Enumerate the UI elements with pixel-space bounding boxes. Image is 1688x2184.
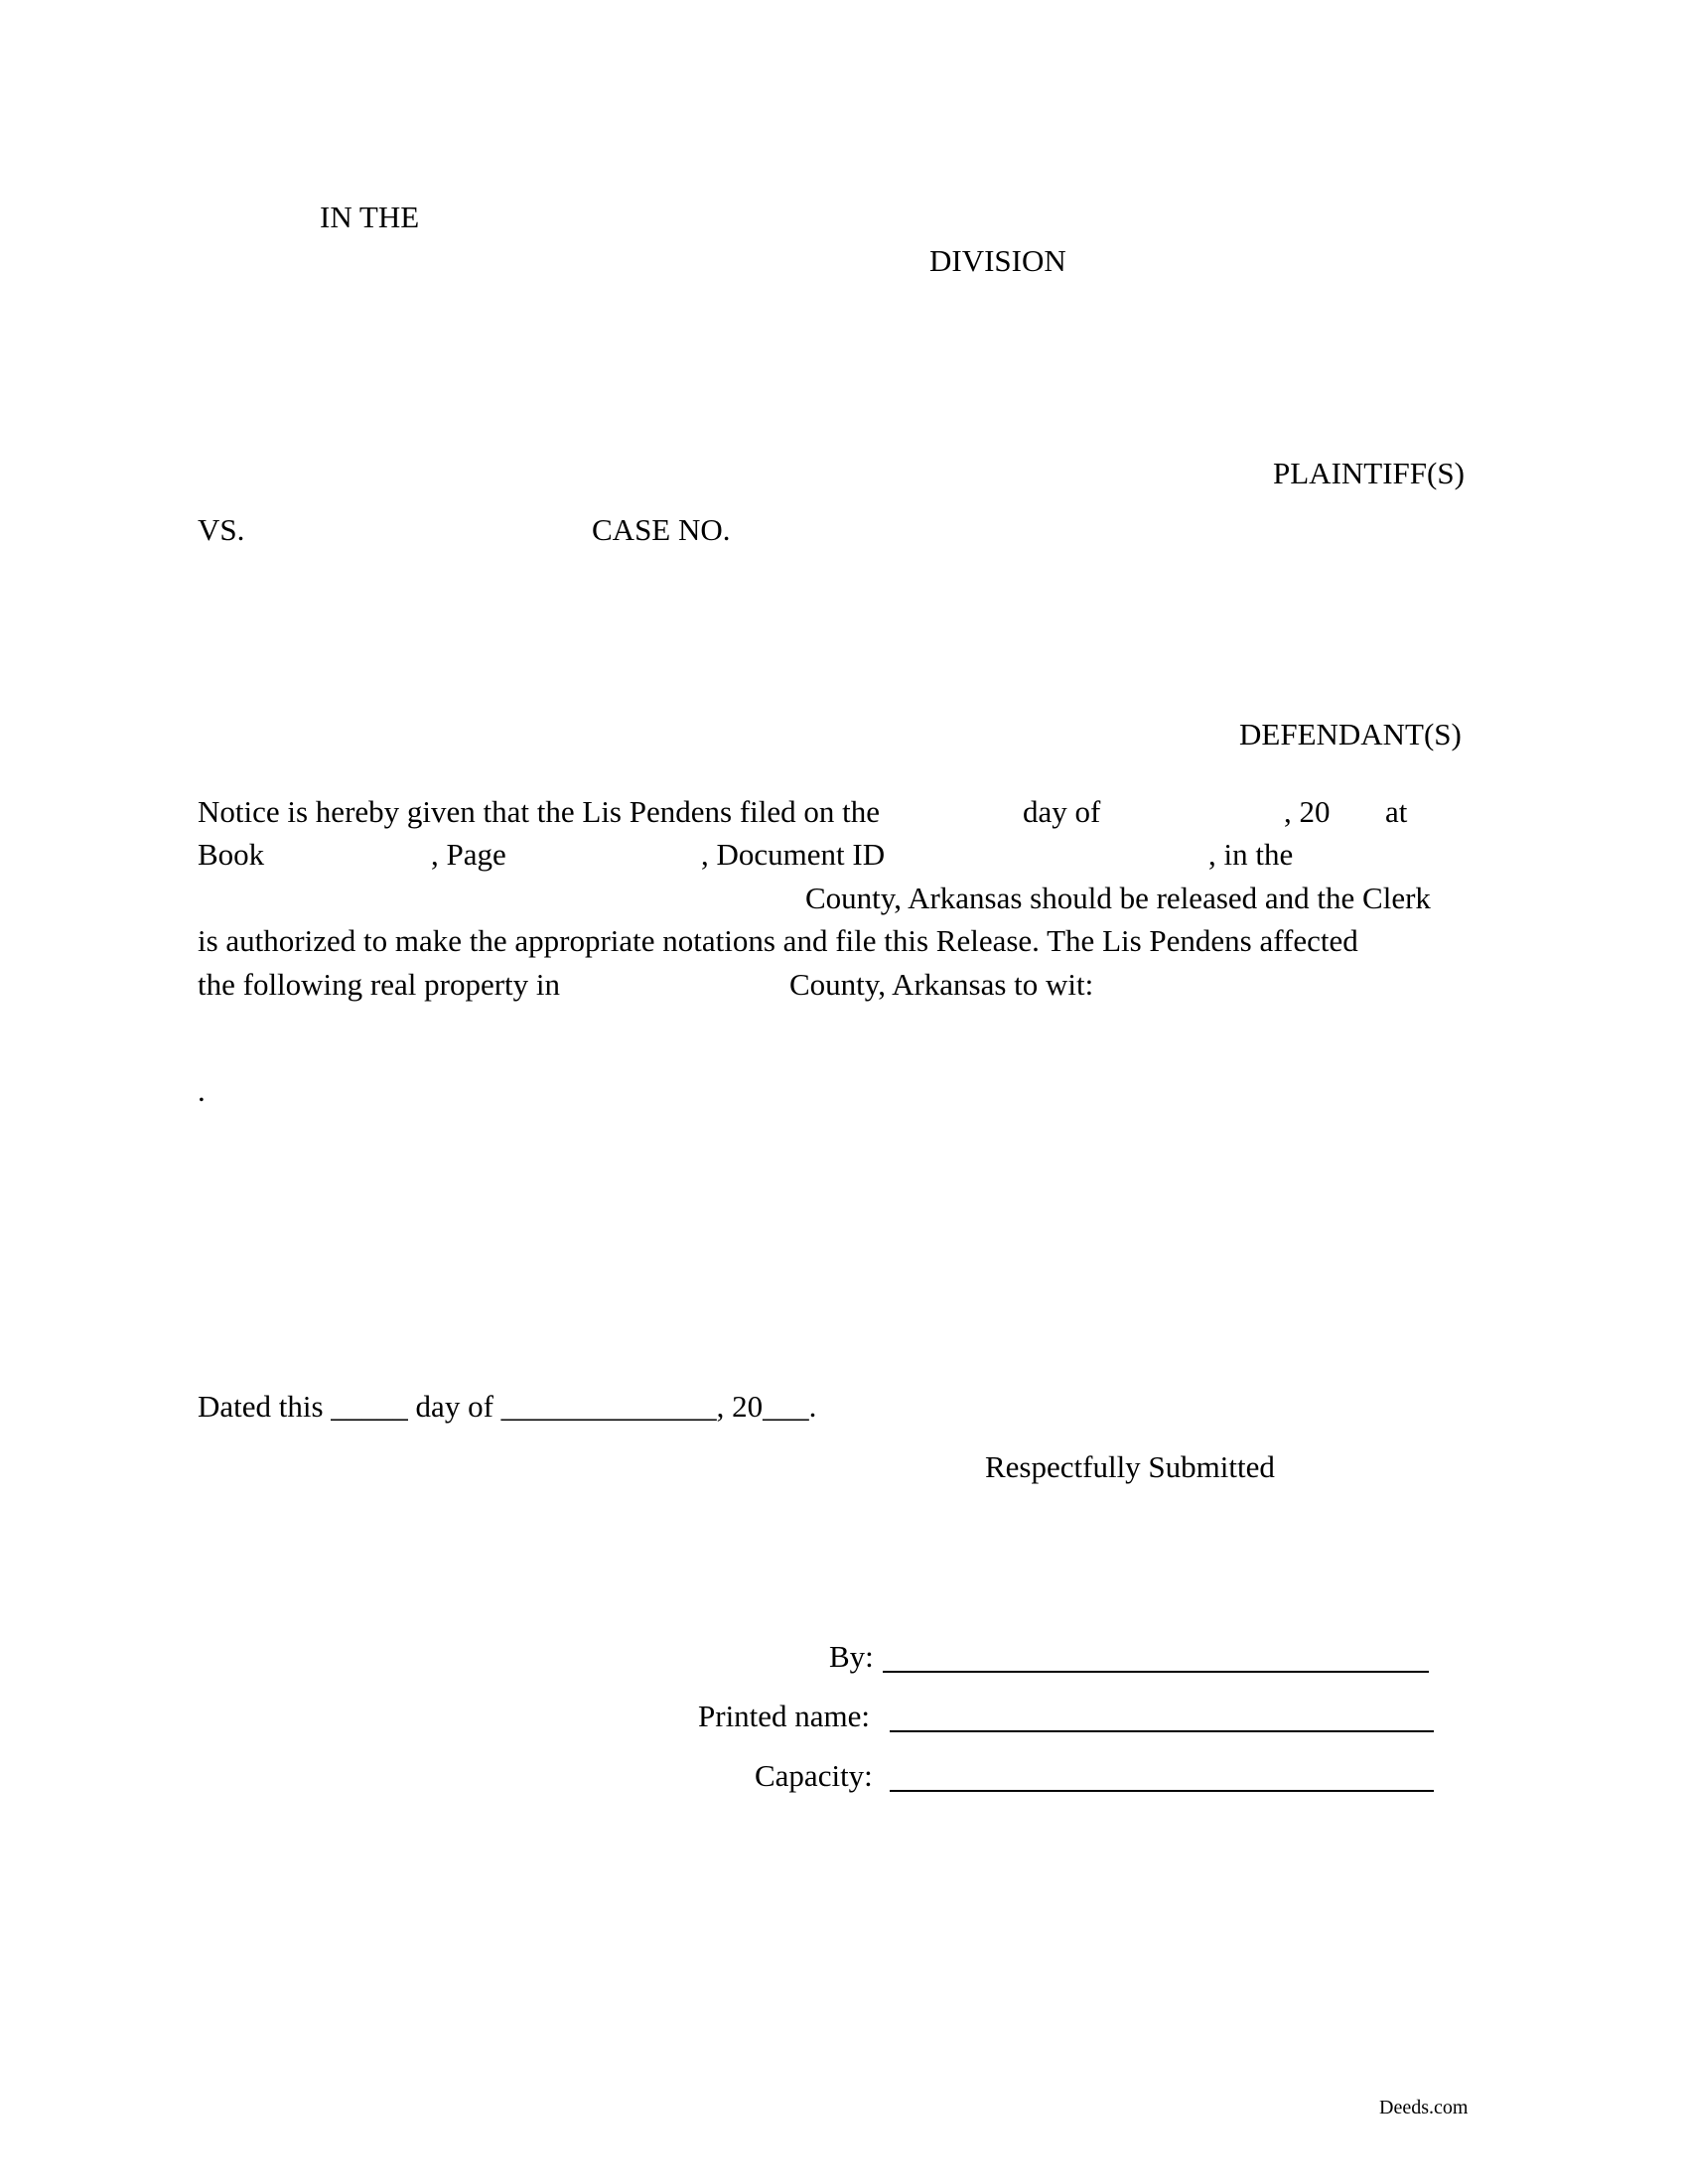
- defendant-label: DEFENDANT(S): [1239, 717, 1462, 751]
- closing-text: Respectfully Submitted: [985, 1449, 1275, 1484]
- notice-line-2a: Book: [198, 837, 265, 872]
- legal-description-period: .: [198, 1073, 206, 1108]
- plaintiff-label: PLAINTIFF(S): [1273, 456, 1465, 490]
- notice-line-1b: day of: [1023, 794, 1101, 829]
- notice-line-5b: County, Arkansas to wit:: [789, 967, 1094, 1002]
- case-no-label: CASE NO.: [592, 512, 731, 547]
- capacity-line[interactable]: [890, 1790, 1434, 1792]
- notice-line-5a: the following real property in: [198, 967, 561, 1002]
- capacity-label: Capacity:: [755, 1758, 873, 1793]
- division-label: DIVISION: [929, 243, 1066, 278]
- notice-line-2d: , in the: [1208, 837, 1294, 872]
- notice-line-2c: , Document ID: [701, 837, 886, 872]
- court-prefix: IN THE: [320, 200, 420, 234]
- vs-label: VS.: [198, 512, 245, 547]
- footer-brand: Deeds.com: [1379, 2097, 1469, 2118]
- by-signature-line[interactable]: [883, 1671, 1429, 1673]
- notice-line-4: is authorized to make the appropriate notations and file this Release. The Lis Pendens affected: [198, 923, 1358, 958]
- dated-line: Dated this _____ day of ______________, 20___.: [198, 1389, 817, 1424]
- printed-name-label: Printed name:: [698, 1699, 871, 1733]
- notice-line-1a: Notice is hereby given that the Lis Pendens filed on the: [198, 794, 880, 829]
- notice-line-1d: at: [1385, 794, 1408, 829]
- notice-line-3: County, Arkansas should be released and the Clerk: [805, 881, 1431, 915]
- by-label: By:: [829, 1639, 874, 1674]
- notice-line-1c: , 20: [1284, 794, 1331, 829]
- printed-name-line[interactable]: [890, 1730, 1434, 1732]
- notice-line-2b: , Page: [431, 837, 506, 872]
